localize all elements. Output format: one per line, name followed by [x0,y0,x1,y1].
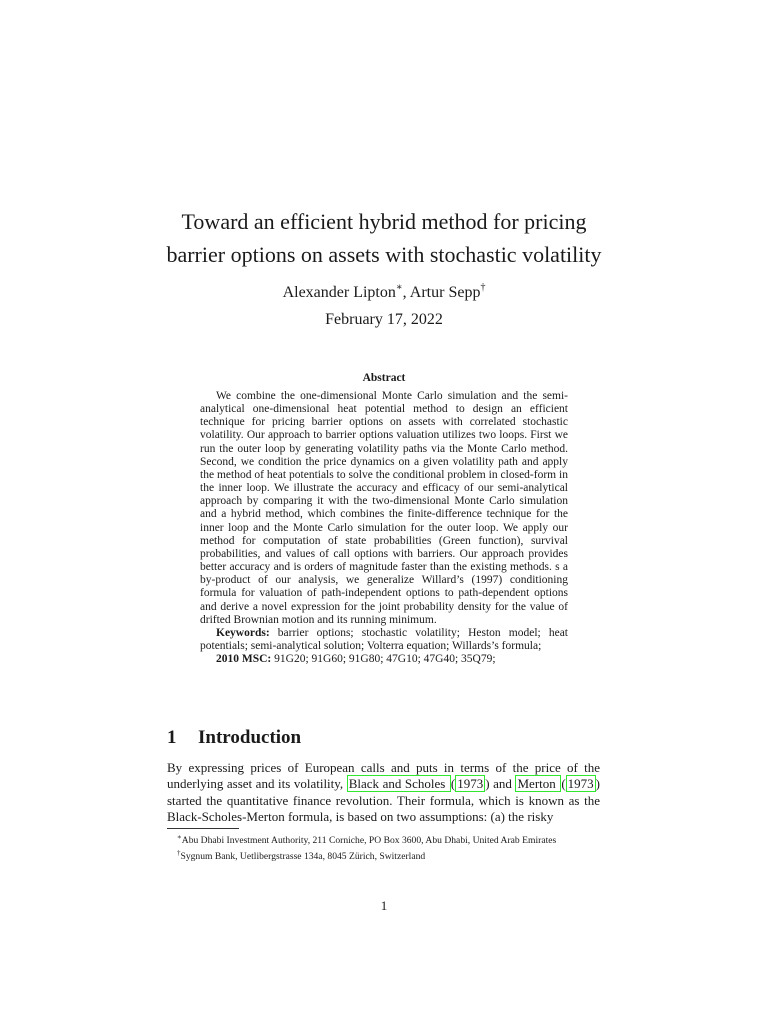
citation-black-scholes-year[interactable]: 1973 [457,776,484,792]
citation-merton[interactable]: Merton [517,776,560,792]
abstract [200,390,568,666]
author-lipton: Alexander Lipton [282,284,396,301]
section-number: 1 [167,727,177,748]
keywords-text: barrier options; stochastic volatility; Heston model; heat potentials; semi-analytical solution; Volterra equation; Willards’s formula; [200,626,568,652]
msc-text: 91G20; 91G60; 91G80; 47G10; 47G40; 35Q79; [271,653,496,666]
citation-merton-year[interactable]: 1973 [567,776,594,792]
keywords-label: Keywords: [216,626,270,639]
author-sepp-footnote-mark[interactable]: † [480,282,486,293]
author-separator: , [402,284,410,301]
author-sepp: Artur Sepp [409,284,481,301]
intro-text-2: and [489,776,516,792]
footnote-2-mark: † [177,849,181,857]
msc-codes [200,653,568,666]
authors [0,278,768,303]
footnote-2-text: Sygnum Bank, Uetlibergstrasse 134a, 8045 Zürich, Switzerland [180,851,426,862]
author-lipton-footnote-mark[interactable]: ∗ [395,282,403,293]
abstract-heading: Abstract [362,372,406,384]
keywords [200,627,568,653]
msc-label: 2010 MSC: [216,653,272,666]
section-title: Introduction [198,727,302,748]
footnote-1-text: Abu Dhabi Investment Authority, 211 Corniche, PO Box 3600, Abu Dhabi, United Arab Emirates [181,835,557,846]
footnote-1 [167,831,600,847]
page-number: 1 [380,898,388,913]
citation-black-scholes[interactable]: Black and Scholes [348,776,449,792]
paper-date: February 17, 2022 [325,311,443,328]
abstract-text: We combine the one-dimensional Monte Carlo simulation and the semi-analytical one-dimensional heat potential method to design an efficient technique for pricing barrier options on assets with correlated stochastic volatility. Our approach to barrier options valuation utilizes two loops. First we run the outer loop by generating volatility paths via the Monte Carlo method. Second, we condition the price dynamics on a given volatility path and apply the method of heat potentials to solve the conditional problem in closed-form in the inner loop. We illustrate the accuracy and efficacy of our semi-analytical approach by comparing it with the two-dimensional Monte Carlo simulation and a hybrid method, which combines the finite-difference technique for the inner loop and the Monte Carlo simulation for the outer loop. We apply our method for computation of state probabilities (Green function), survival probabilities, and values of call options with barriers. Our approach provides better accuracy and is orders of magnitude faster than the existing methods. s a by-product of our analysis, we generalize Willard’s (1997) conditioning formula for valuation of path-independent options to path-dependent options and derive a novel expression for the joint probability density for the value of drifted Brownian motion and its running minimum. [200,390,568,626]
footnote-2 [167,847,600,863]
title-line-1: Toward an efficient hybrid method for pricing [181,209,587,234]
footnote-1-mark: ∗ [177,833,182,841]
section-heading-introduction [167,727,301,749]
introduction-paragraph: By expressing prices of European calls and puts in terms of the price of the underlying asset and its volatility, Black and Scholes ( 1973 ) and Merton ( 1973 ) started the quantitative finance revolution. Their formula, which is known as the Black-Scholes-Merton formula, is based on two assumptions: (a) the risky [167,760,600,825]
intro-text-1: By expressing prices of European calls and puts in terms of the price of the underlying asset and its volatility, [167,760,600,792]
title-line-2: barrier options on assets with stochastic volatility [166,242,602,267]
footnote-divider [167,828,239,829]
intro-text-3: started the quantitative finance revolution. Their formula, which is known as the Black-Scholes-Merton formula, is based on two assumptions: (a) the risky [167,792,600,825]
paper-title [120,205,648,271]
footnotes [167,831,600,863]
